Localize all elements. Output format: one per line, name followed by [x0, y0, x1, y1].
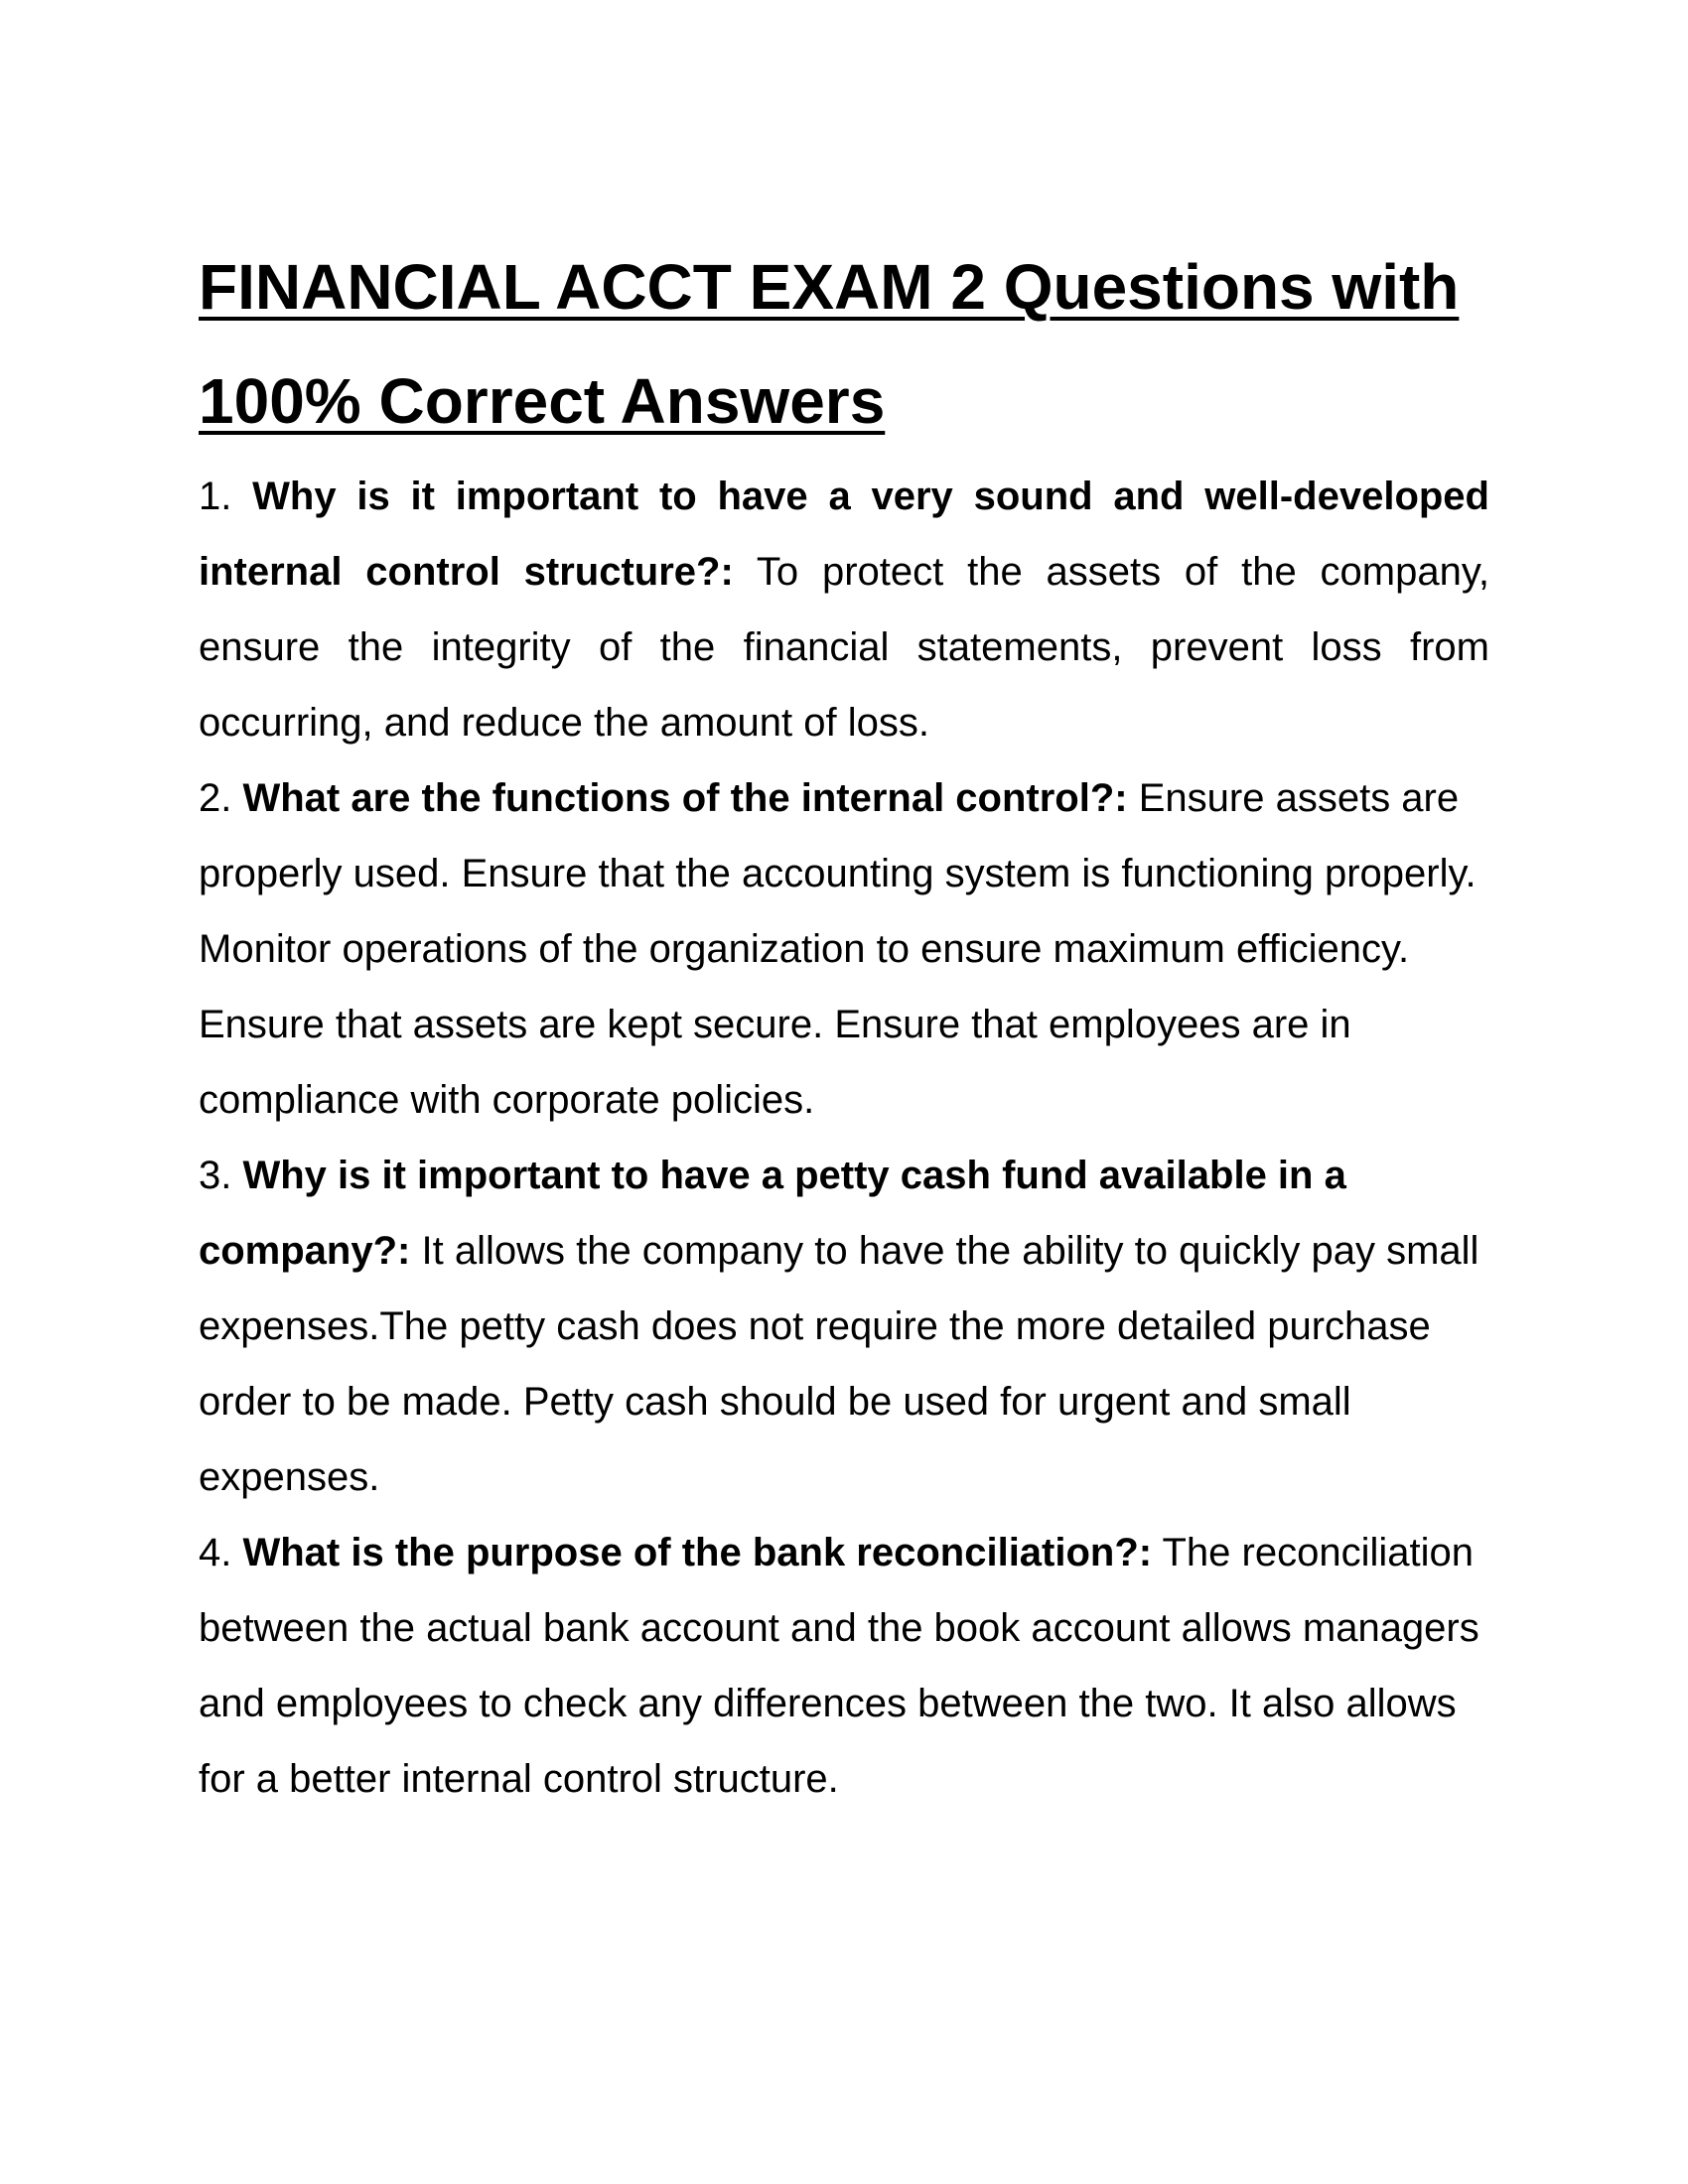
item-number: 2. [199, 776, 232, 820]
question-text: Why is it important to have a petty cash fund available in a company?: [199, 1154, 1346, 1273]
item-number: 1. [199, 475, 232, 518]
answer-text: Ensure assets are properly used. Ensure that the accounting system is functioning properly. Monitor operations of the organization to ensure maximum efficiency. Ensure that assets are kept secure. Ensure that employees are in compliance with corporate policies. [199, 776, 1477, 1122]
title-line-1: FINANCIAL ACCT EXAM 2 Questions with [199, 251, 1460, 323]
answer-text: To protect the assets of the company, ensure the integrity of the financial statements, prevent loss from occurring, and reduce the amount of loss. [199, 550, 1489, 745]
document-title [199, 230, 1489, 459]
item-number: 3. [199, 1154, 232, 1197]
question-text: Why is it important to have a very sound and well-developed internal control structure?: [199, 475, 1489, 594]
item-number: 4. [199, 1531, 232, 1574]
title-line-2: 100% Correct Answers [199, 365, 886, 437]
question-text: What are the functions of the internal control?: [242, 776, 1128, 820]
qa-item-4 [199, 1515, 1489, 1817]
qa-item-3 [199, 1138, 1489, 1515]
answer-text: It allows the company to have the ability to quickly pay small expenses.The petty cash does not require the more detailed purchase order to be made. Petty cash should be used for urgent and small expenses. [199, 1229, 1479, 1499]
question-text: What is the purpose of the bank reconciliation?: [242, 1531, 1153, 1574]
answer-text: The reconciliation between the actual bank account and the book account allows managers and employees to check any differences between the two. It also allows for a better internal control structure. [199, 1531, 1479, 1801]
document-page [199, 230, 1489, 1817]
qa-item-1 [199, 459, 1489, 760]
qa-item-2 [199, 760, 1489, 1138]
